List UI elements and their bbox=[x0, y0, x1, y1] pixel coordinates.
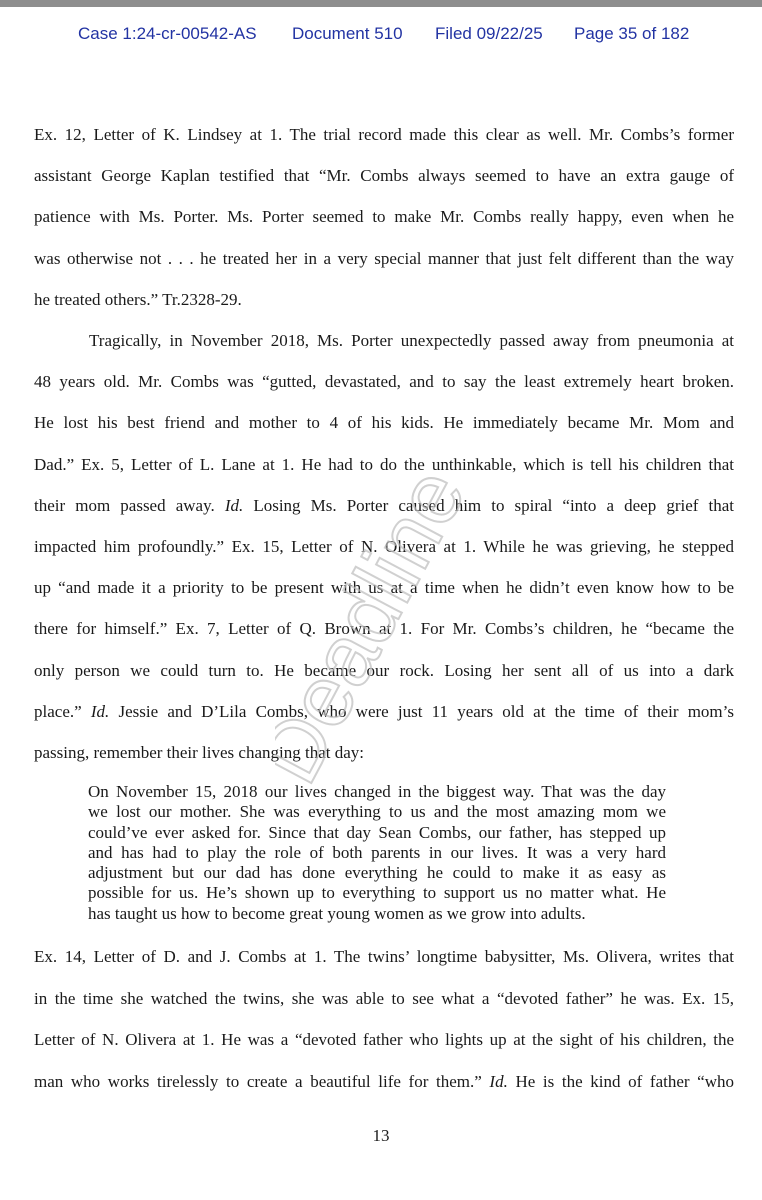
paragraph-1 bbox=[34, 114, 734, 320]
case-number: Case 1:24-cr-00542-AS bbox=[78, 24, 257, 43]
paragraph1-line: he treated others.” Tr.2328-29. bbox=[34, 289, 242, 309]
paragraph3-line: in the time she watched the twins, she was able to see what a “devoted father” he was. Ex. 15, bbox=[34, 988, 734, 1008]
paragraph1-line: Ex. 12, Letter of K. Lindsey at 1. The trial record made this clear as well. Mr. Combs’s former bbox=[34, 125, 734, 144]
document-body bbox=[34, 114, 734, 773]
paragraph-3 bbox=[34, 936, 734, 1102]
paragraph2-line: their mom passed away. Id. Losing Ms. Porter caused him to spiral “into a deep grief that bbox=[34, 495, 734, 515]
paragraph3-line: Ex. 14, Letter of D. and J. Combs at 1. The twins’ longtime babysitter, Ms. Olivera, writes that bbox=[34, 947, 734, 966]
quote-line: could’ve ever asked for. Since that day Sean Combs, our father, has stepped up bbox=[88, 822, 666, 842]
quote-line: has taught us how to become great young women as we grow into adults. bbox=[88, 903, 586, 923]
paragraph2-line: Dad.” Ex. 5, Letter of L. Lane at 1. He had to do the unthinkable, which is tell his children that bbox=[34, 454, 734, 474]
paragraph2-line: up “and made it a priority to be present with us at a time when he didn’t even know how to be bbox=[34, 578, 734, 598]
paragraph3-line: man who works tirelessly to create a beautiful life for them.” Id. He is the kind of father “who bbox=[34, 1071, 734, 1091]
block-quote bbox=[88, 782, 666, 924]
ecf-header bbox=[0, 24, 762, 50]
filed-date: Filed 09/22/25 bbox=[435, 24, 543, 43]
page-count: Page 35 of 182 bbox=[574, 24, 690, 43]
document-number: Document 510 bbox=[292, 24, 403, 43]
paragraph1-line: was otherwise not . . . he treated her in a very special manner that just felt different than the way bbox=[34, 248, 734, 268]
paragraph2-line: place.” Id. Jessie and D’Lila Combs, who were just 11 years old at the time of their mom’s bbox=[34, 701, 734, 721]
quote-line: adjustment but our dad has done everything he could to make it as easy as bbox=[88, 863, 666, 883]
paragraph2-line: He lost his best friend and mother to 4 of his kids. He immediately became Mr. Mom and bbox=[34, 413, 734, 433]
paragraph2-line: passing, remember their lives changing that day: bbox=[34, 743, 364, 763]
paragraph2-line: impacted him profoundly.” Ex. 15, Letter of N. Olivera at 1. While he was grieving, he stepped bbox=[34, 537, 734, 557]
paragraph2-line: 48 years old. Mr. Combs was “gutted, devastated, and to say the least extremely heart broken. bbox=[34, 372, 734, 392]
paragraph3-line: Letter of N. Olivera at 1. He was a “devoted father who lights up at the sight of his children, the bbox=[34, 1030, 734, 1049]
watermark-text: Deadline bbox=[275, 453, 465, 799]
quote-line: and has had to play the role of both parents in our lives. It was a very hard bbox=[88, 842, 666, 862]
quote-line: possible for us. He’s shown up to everything to support us no matter what. He bbox=[88, 883, 666, 903]
paragraph-2 bbox=[34, 320, 734, 773]
quote-line: we lost our mother. She was everything to us and the most amazing mom we bbox=[88, 802, 666, 822]
paragraph1-line: assistant George Kaplan testified that “Mr. Combs always seemed to have an extra gauge of bbox=[34, 166, 734, 186]
top-border bbox=[0, 0, 762, 7]
paragraph1-line: patience with Ms. Porter. Ms. Porter seemed to make Mr. Combs really happy, even when he bbox=[34, 207, 734, 227]
quote-line: On November 15, 2018 our lives changed in the biggest way. That was the day bbox=[88, 782, 666, 801]
paragraph2-line: only person we could turn to. He became our rock. Losing her sent all of us into a dark bbox=[34, 660, 734, 680]
page-number: 13 bbox=[372, 1126, 390, 1145]
paragraph2-line: there for himself.” Ex. 7, Letter of Q. Brown at 1. For Mr. Combs’s children, he “became the bbox=[34, 619, 734, 639]
paragraph2-line: Tragically, in November 2018, Ms. Porter unexpectedly passed away from pneumonia at bbox=[89, 331, 734, 351]
